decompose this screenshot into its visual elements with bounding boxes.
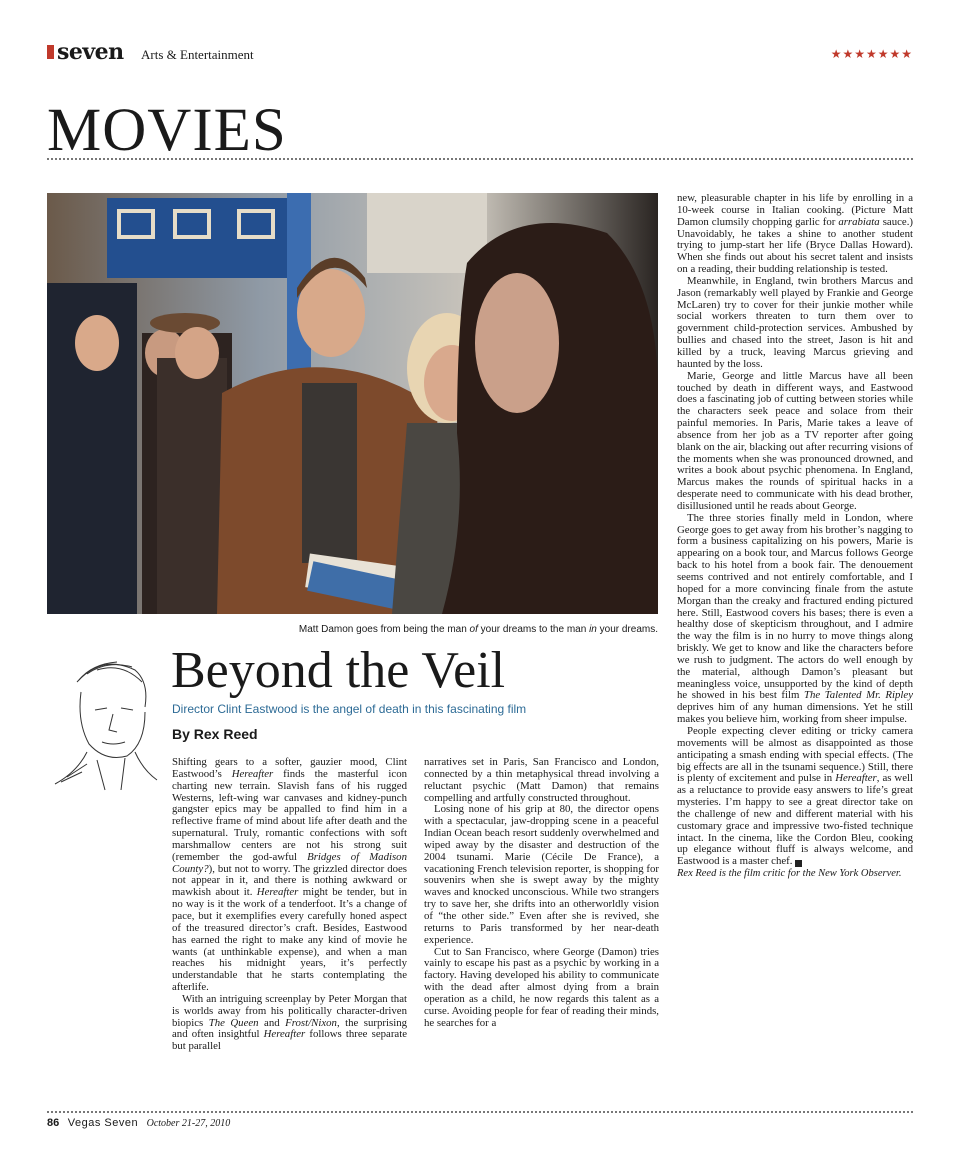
body-column-3 bbox=[677, 193, 913, 880]
body-paragraph: With an intriguing screenplay by Peter Morgan that is worlds away from his politically character-driven biopics The Queen and Frost/Nixon, the surprising and often insightful Hereafter follows three separate but parallel bbox=[172, 992, 407, 1053]
body-paragraph: Cut to San Francisco, where George (Damon) tries vainly to escape his past as a psychic by working in a factory. Having developed his ability to communicate with the dead after almost dying from a brain operation as a child, he now regards this talent as a curse. Avoiding people for fear of reading their minds, he searches for a bbox=[424, 945, 659, 1029]
star-rating: ★★★★★★★ bbox=[830, 47, 913, 61]
page-number: 86 bbox=[47, 1117, 60, 1129]
masthead bbox=[47, 39, 913, 68]
photo-caption bbox=[47, 624, 658, 635]
article-byline: By Rex Reed bbox=[172, 726, 258, 742]
divider-bottom bbox=[47, 1111, 913, 1113]
footer-publication: Vegas Seven bbox=[67, 1117, 139, 1129]
body-column-2 bbox=[424, 757, 659, 1029]
caption-emphasis-of: of bbox=[469, 624, 478, 635]
footer-date: October 21-27, 2010 bbox=[146, 1118, 231, 1129]
logo-wordmark: seven bbox=[57, 39, 124, 65]
section-label: Arts & Entertainment bbox=[141, 47, 254, 62]
body-paragraph: Meanwhile, in England, twin brothers Marcus and Jason (remarkably well played by Frankie and George McLaren) try to cover for their junkie mother while social workers threaten to turn them over to government child-protection services. Ambushed by bullies and chased into the street, Jason is hit and killed by a truck, leaving Marcus grieving and haunted by the loss. bbox=[677, 274, 913, 370]
body-paragraph: new, pleasurable chapter in his life by enrolling in a 10-week course in Italian cooking. (Picture Matt Damon clumsily chopping garlic for arrabiata sauce.) Unavoidably, he takes a shine to another student trying to jump-start her life (Bryce Dallas Howard). When she finds out about his secret talent and insists on a reading, their budding relationship is tested. bbox=[677, 192, 913, 276]
article-deck: Director Clint Eastwood is the angel of death in this fascinating film bbox=[172, 702, 527, 716]
divider-top bbox=[47, 158, 913, 160]
body-paragraph: People expecting clever editing or tricky camera movements will be almost as disappointed as those anticipating a smash ending with special effects. (The big effects are all in the tsunami sequence.) Still, there is plenty of excitement and pulse in Hereafter, as well as a reluctance to provide easy answers to life’s great mysteries. I’m happy to see a great director take on the challenge of new and different material with his customary grace and impressive two-fisted technique intact. In the cinema, like the Cordon Bleu, cooking up elegance without fluff is always welcome, and Eastwood is a master chef. 7 bbox=[677, 724, 914, 868]
author-bio: Rex Reed is the film critic for the New York Observer. bbox=[677, 868, 902, 880]
author-portrait-illustration bbox=[47, 652, 159, 792]
caption-text-1: Matt Damon goes from being the man bbox=[298, 624, 470, 635]
body-paragraph: narratives set in Paris, San Francisco and London, connected by a thin metaphysical thread involving a reluctant psychic (Matt Damon) that remains compelling and artfully constructed throughout. bbox=[424, 756, 659, 804]
body-paragraph: The three stories finally meld in London, where George goes to get away from his brother’s nagging to form a business capitalizing on his powers, Marie is appearing on a book tour, and Marcus follows George back to his hotel from a book fair. The denouement seems contrived and not entirely comfortable, and I hoped for a more convincing finale from the astute Morgan than the creaky and fractured ending pictured here. Still, Eastwood covers his bases; there is even a healthy dose of skepticism throughout, and I admire the way the film is in no hurry to move things along briskly. We get to know and like the characters before we rush to judgment. The actors do well enough by the material, although Damon’s pleasant but meaningless voice, unsupported by the kind of depth he showed in his best film The Talented Mr. Ripley deprives him of any human dimensions. Yet he still makes you believe him, working from sheer impulse. bbox=[677, 511, 913, 726]
article-headline: Beyond the Veil bbox=[171, 642, 506, 699]
body-paragraph: Shifting gears to a softer, gauzier mood, Clint Eastwood’s Hereafter finds the masterful icon charting new terrain. Slavish fans of his rugged Westerns, left-wing war canvases and kidney-punch gangster epics may be appalled to find him in a reflective frame of mind about life after death and the supernatural. Truly, romantic confections with soft marshmallow centers are not his strong suit (remember the god-awful Bridges of Madison County?), but not to worry. The grizzled director does not appear in it, and there is nothing awkward or mawkish about it. Hereafter might be tender, but in no way is it the work of a tenderfoot. It’s a change of pace, but it exemplifies every carefully honed aspect of the treasured director’s craft. Besides, Eastwood has earned the right to make any kind of movie he wants (at unthinkable expense), and when a man reaches his midnight years, it’s perfectly understandable that he starts contemplating the afterlife. bbox=[172, 756, 407, 994]
body-column-1 bbox=[172, 757, 407, 1053]
page-footer bbox=[47, 1117, 230, 1129]
publication-logo bbox=[47, 39, 124, 65]
caption-text-2: your dreams to the man bbox=[477, 624, 590, 635]
body-paragraph: Losing none of his grip at 80, the director opens with a spectacular, jaw-dropping scene in a peaceful Indian Ocean beach resort suddenly overwhelmed and wiped away by the disaster and destruction of the 2004 tsunami. Marie (Cécile De France), a vacationing French television reporter, is shopping for souvenirs when she is swept away by the mighty waves and knocked unconscious. While two strangers try to save her, she drifts into an otherworldly vision of “the other side.” Even after she is revived, she returns to Paris transformed by her near-death experience. bbox=[424, 803, 659, 946]
page-title: MOVIES bbox=[47, 97, 287, 164]
film-still-photo bbox=[47, 193, 658, 614]
body-paragraph: Marie, George and little Marcus have all been touched by death in different ways, and Eastwood does a fascinating job of cutting between stories while the characters seek peace and solace from their painful memories. In Paris, Marie takes a leave of absence from her job as a TV reporter after going blank on the air, blacking out after recurring visions of the moments when she was pronounced drowned, and writes a book about psychic phenomena. In England, Marcus makes the rounds of spiritual hacks in a desperate need to communicate with his dead brother, disillusioned until he reads about George. bbox=[677, 369, 913, 512]
caption-emphasis-in: in bbox=[589, 624, 597, 635]
logo-bar bbox=[47, 45, 54, 59]
caption-text-3: your dreams. bbox=[596, 624, 658, 635]
end-mark-icon: 7 bbox=[795, 860, 802, 867]
